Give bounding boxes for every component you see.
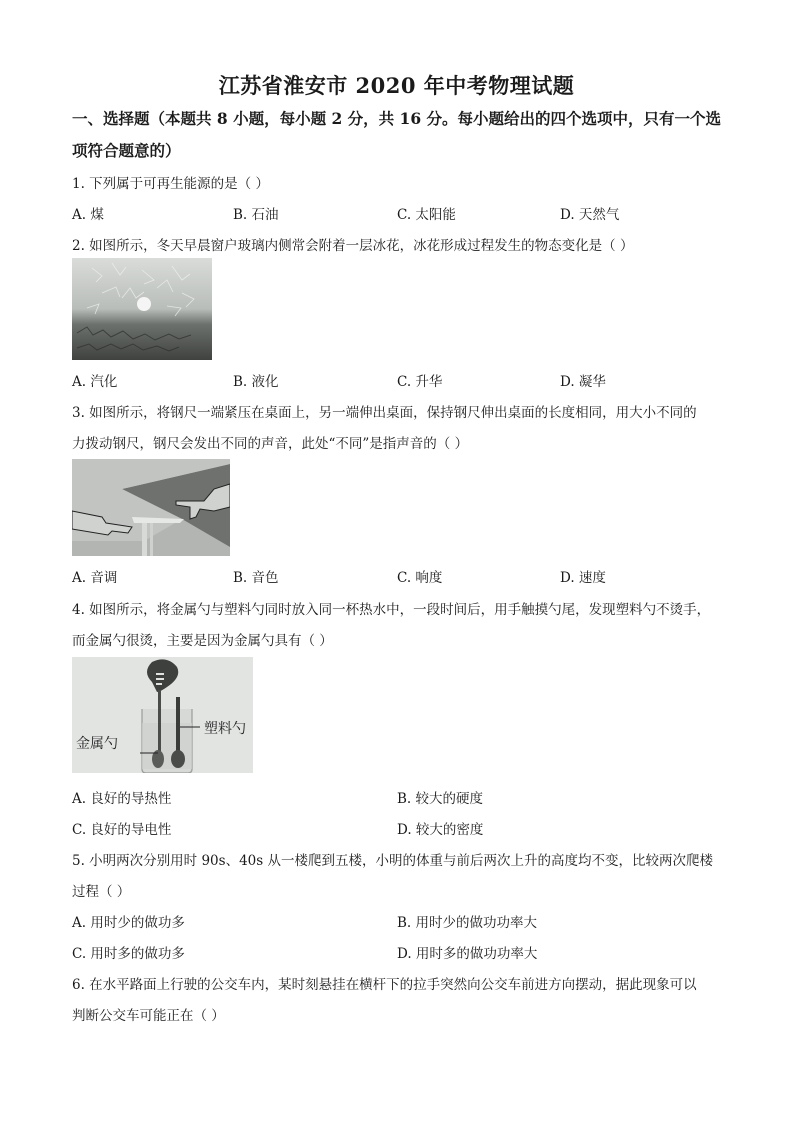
steel-ruler-image: [72, 459, 230, 556]
option-a: A. 汽化: [72, 374, 118, 390]
option-b: B. 用时少的做功功率大: [397, 915, 538, 931]
option-d: D. 速度: [560, 570, 606, 586]
option-c: C. 用时多的做功多: [72, 946, 185, 962]
option-d: D. 天然气: [560, 207, 620, 223]
question-text: 1. 下列属于可再生能源的是（ ）: [72, 176, 269, 192]
option-b: B. 音色: [233, 570, 279, 586]
option-b: B. 石油: [233, 207, 279, 223]
page-title: 江苏省淮安市 2020 年中考物理试题: [218, 73, 575, 98]
option-a: A. 煤: [72, 207, 104, 223]
question-text-line-1: 3. 如图所示，将钢尺一端紧压在桌面上，另一端伸出桌面，保持钢尺伸出桌面的长度相同，用大小不同的: [72, 405, 697, 421]
plastic-spoon-label: 塑料勺: [204, 721, 246, 737]
spoons-in-water-image: [72, 657, 253, 773]
metal-spoon-label: 金属勺: [76, 736, 118, 752]
option-b: B. 较大的硬度: [397, 791, 484, 807]
question-text-line-2: 力拨动钢尺，钢尺会发出不同的声音，此处“不同”是指声音的（ ）: [72, 436, 469, 452]
option-a: A. 用时少的做功多: [72, 915, 185, 931]
option-c: C. 升华: [397, 374, 443, 390]
frost-on-window-image: [72, 258, 212, 360]
question-text-line-1: 5. 小明两次分别用时 90s、40s 从一楼爬到五楼，小明的体重与前后两次上升的高度均不变，比较两次爬楼: [72, 853, 713, 869]
option-d: D. 较大的密度: [397, 822, 484, 838]
question-text-line-1: 4. 如图所示，将金属勺与塑料勺同时放入同一杯热水中，一段时间后，用手触摸勺尾，发现塑料勺不烫手，: [72, 602, 711, 618]
option-a: A. 音调: [72, 570, 118, 586]
option-d: D. 凝华: [560, 374, 606, 390]
option-c: C. 响度: [397, 570, 443, 586]
option-a: A. 良好的导热性: [72, 791, 172, 807]
option-d: D. 用时多的做功功率大: [397, 946, 538, 962]
question-text: 2. 如图所示，冬天早晨窗户玻璃内侧常会附着一层冰花，冰花形成过程发生的物态变化是（ ）: [72, 238, 634, 254]
section-heading-line-1: 一、选择题（本题共 8 小题，每小题 2 分，共 16 分。每小题给出的四个选项中，只有一个选: [72, 109, 722, 128]
question-text-line-2: 而金属勺很烫，主要是因为金属勺具有（ ）: [72, 633, 333, 649]
question-text-line-2: 过程（ ）: [72, 884, 131, 900]
question-text-line-1: 6. 在水平路面上行驶的公交车内，某时刻悬挂在横杆下的拉手突然向公交车前进方向摆动，据此现象可以: [72, 977, 697, 993]
option-b: B. 液化: [233, 374, 279, 390]
question-text-line-2: 判断公交车可能正在（ ）: [72, 1008, 225, 1024]
option-c: C. 良好的导电性: [72, 822, 172, 838]
section-heading-line-2: 项符合题意的）: [72, 141, 181, 160]
option-c: C. 太阳能: [397, 207, 456, 223]
